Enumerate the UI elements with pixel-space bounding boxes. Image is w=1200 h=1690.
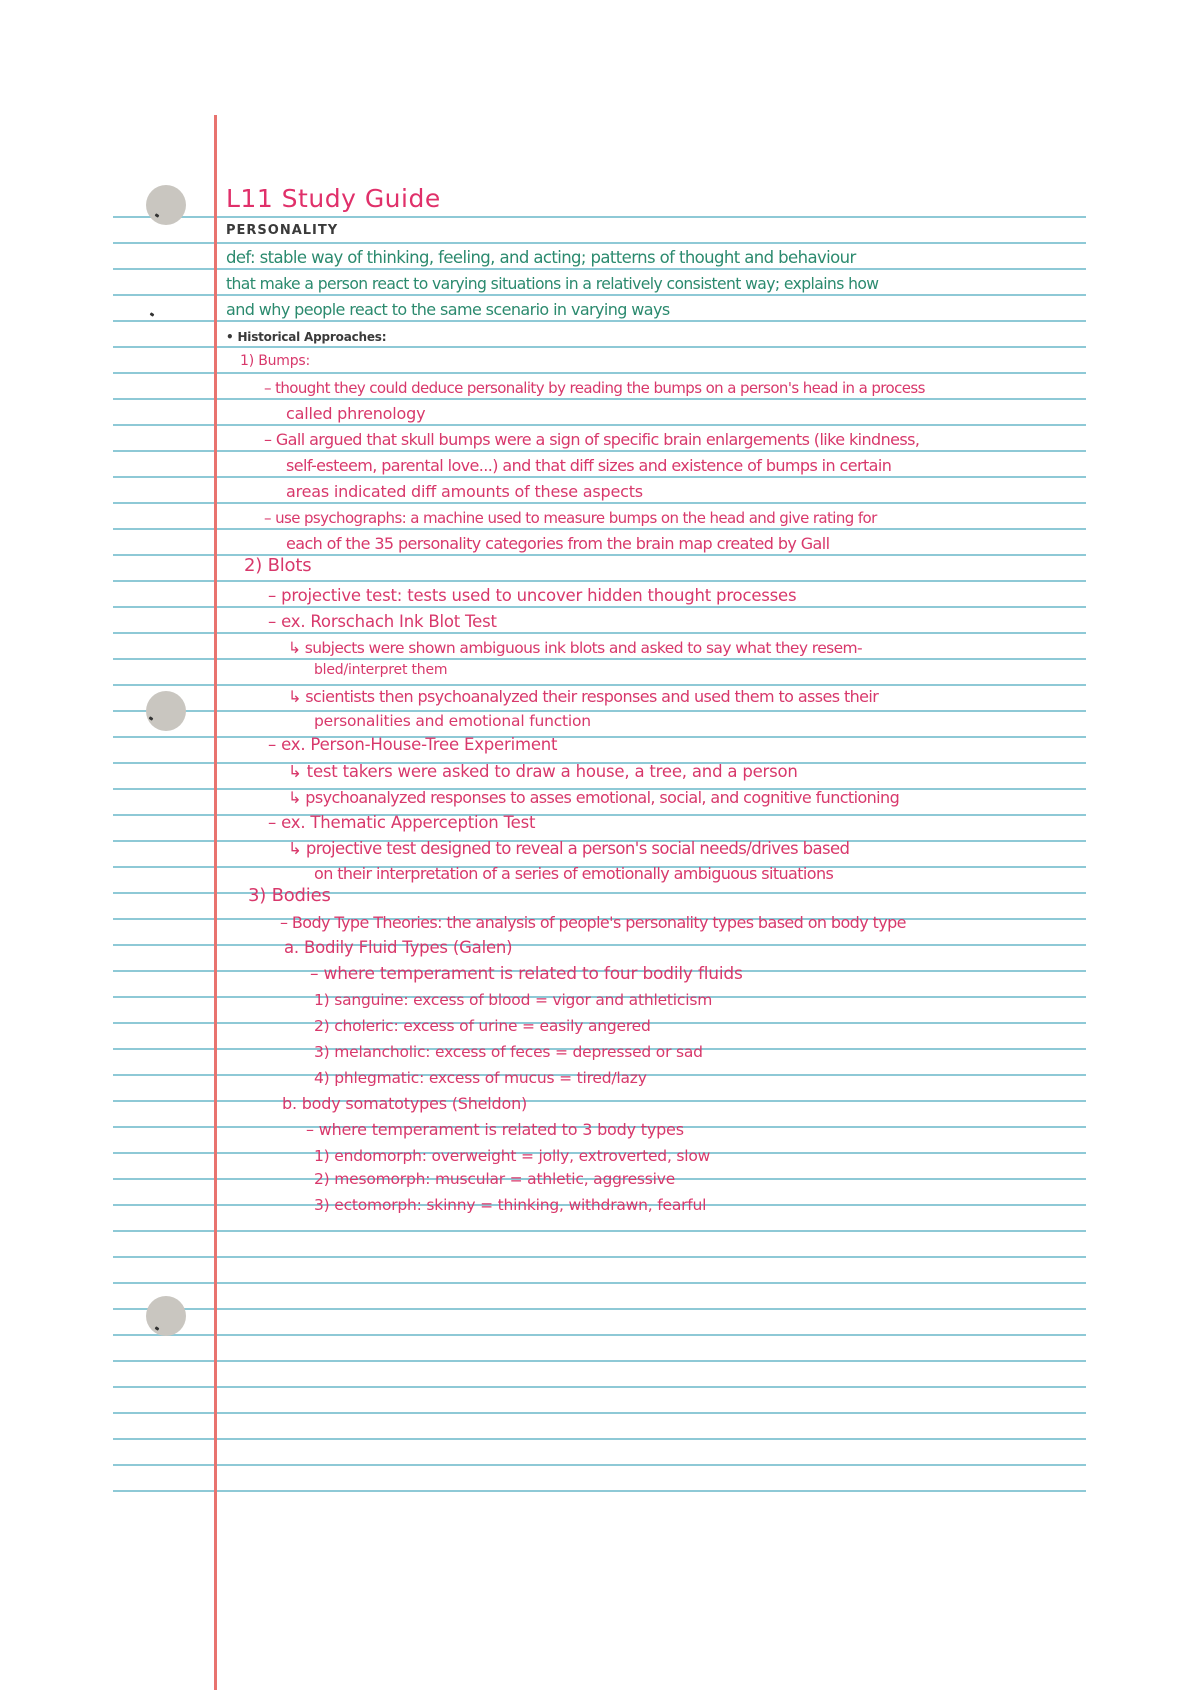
ruled-line [113,632,1086,634]
note-line: 2) mesomorph: muscular = athletic, aggressive [314,1170,676,1188]
note-line: ↳ projective test designed to reveal a person's social needs/drives based [288,839,850,858]
ruled-line [113,1308,1086,1310]
ruled-line [113,944,1086,946]
note-line: 3) Bodies [248,885,331,906]
note-line: – ex. Thematic Apperception Test [268,813,536,832]
ruled-line [113,242,1086,244]
punch-hole [146,691,186,731]
note-line: and why people react to the same scenario in varying ways [226,300,670,319]
ruled-line [113,1282,1086,1284]
note-line: 2) Blots [244,555,312,576]
ruled-line [113,580,1086,582]
ruled-line [113,1412,1086,1414]
note-line: bled/interpret them [314,662,448,678]
note-line: called phrenology [286,404,426,423]
note-line: – use psychographs: a machine used to measure bumps on the head and give rating for [264,509,877,527]
punch-hole [146,1296,186,1336]
note-line: def: stable way of thinking, feeling, and acting; patterns of thought and behaviour [226,248,856,267]
ruled-line [113,1256,1086,1258]
note-line: – Gall argued that skull bumps were a sign of specific brain enlargements (like kindness, [264,430,920,449]
note-line: 1) endomorph: overweight = jolly, extroverted, slow [314,1147,711,1165]
ruled-line [113,1386,1086,1388]
note-line: ↳ scientists then psychoanalyzed their responses and used them to asses their [288,687,879,706]
ruled-line [113,1464,1086,1466]
note-line: ↳ psychoanalyzed responses to asses emotional, social, and cognitive functioning [288,788,900,807]
note-line: 3) melancholic: excess of feces = depressed or sad [314,1043,703,1061]
note-line: each of the 35 personality categories from the brain map created by Gall [286,534,830,553]
note-line: 2) choleric: excess of urine = easily angered [314,1017,651,1035]
note-line: – projective test: tests used to uncover hidden thought processes [268,586,797,605]
note-line: – where temperament is related to four bodily fluids [310,964,743,984]
note-line: 4) phlegmatic: excess of mucus = tired/lazy [314,1069,647,1087]
ruled-line [113,1334,1086,1336]
note-line: 1) sanguine: excess of blood = vigor and athleticism [314,991,713,1009]
ruled-line [113,1360,1086,1362]
note-line: 1) Bumps: [240,353,311,369]
note-line: – Body Type Theories: the analysis of people's personality types based on body type [280,913,906,932]
note-line: self-esteem, parental love...) and that diff sizes and existence of bumps in certain [286,456,892,475]
note-line: b. body somatotypes (Sheldon) [282,1094,528,1113]
note-line: – where temperament is related to 3 body types [306,1120,684,1139]
page-title: L11 Study Guide [226,184,441,213]
margin-line [214,115,217,1690]
page-subtitle: PERSONALITY [226,223,339,238]
ruled-line [113,1230,1086,1232]
section-heading: • Historical Approaches: [226,330,387,344]
ruled-line [113,372,1086,374]
ruled-line [113,216,1086,218]
ruled-line [113,1490,1086,1492]
ruled-line [113,710,1086,712]
note-line: a. Bodily Fluid Types (Galen) [284,938,513,957]
ruled-line [113,736,1086,738]
punch-hole [146,185,186,225]
note-line: personalities and emotional function [314,712,591,730]
ink-speck [150,312,155,317]
note-line: areas indicated diff amounts of these aspects [286,482,643,501]
note-line: – ex. Rorschach Ink Blot Test [268,612,497,631]
note-line: – ex. Person-House-Tree Experiment [268,735,558,754]
ruled-line [113,1438,1086,1440]
note-line: – thought they could deduce personality by reading the bumps on a person's head in a process [264,379,925,397]
note-line: ↳ subjects were shown ambiguous ink blots and asked to say what they resem- [288,639,863,657]
ruled-line [113,424,1086,426]
note-line: ↳ test takers were asked to draw a house, a tree, and a person [288,762,798,781]
note-line: on their interpretation of a series of emotionally ambiguous situations [314,864,834,883]
note-line: 3) ectomorph: skinny = thinking, withdrawn, fearful [314,1196,707,1214]
ruled-line [113,814,1086,816]
note-line: that make a person react to varying situations in a relatively consistent way; explains how [226,275,879,293]
ruled-line [113,1100,1086,1102]
